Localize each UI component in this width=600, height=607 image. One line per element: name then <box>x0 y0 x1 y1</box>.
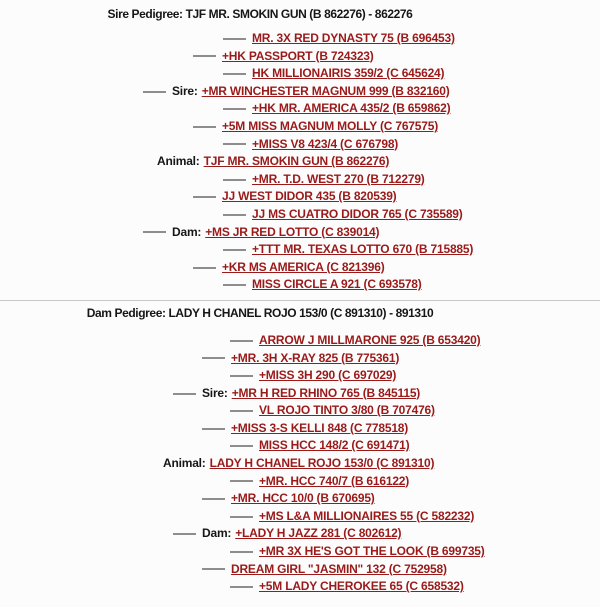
tree-connector-line <box>223 284 246 286</box>
tree-connector-line <box>230 516 253 518</box>
pedigree-link[interactable]: JJ WEST DIDOR 435 (B 820539) <box>222 189 397 204</box>
pedigree-link[interactable]: +MISS V8 423/4 (C 676798) <box>252 136 399 151</box>
pedigree-link[interactable]: +MR. HCC 10/0 (B 670695) <box>231 491 375 506</box>
pedigree-row <box>0 402 520 420</box>
tree-connector-line <box>193 55 216 57</box>
pedigree-link[interactable]: MISS CIRCLE A 921 (C 693578) <box>252 277 422 292</box>
pedigree-row <box>0 83 520 101</box>
pedigree-row <box>0 350 520 368</box>
tree-connector-line <box>230 375 253 377</box>
pedigree-row <box>0 473 520 491</box>
pedigree-link[interactable]: VL ROJO TINTO 3/80 (B 707476) <box>259 403 435 418</box>
pedigree-tree <box>0 30 520 294</box>
pedigree-row <box>0 420 520 438</box>
tree-connector-line <box>223 179 246 181</box>
pedigree-link[interactable]: +5M LADY CHEROKEE 65 (C 658532) <box>259 579 464 594</box>
pedigree-row <box>0 490 520 508</box>
tree-connector-line <box>230 445 253 447</box>
pedigree-row <box>0 100 520 118</box>
tree-connector-line <box>202 428 225 430</box>
tree-connector-line <box>230 551 253 553</box>
sire-pedigree-section <box>0 0 520 294</box>
pedigree-link[interactable]: +HK PASSPORT (B 724323) <box>222 48 374 63</box>
pedigree-link[interactable]: +MS L&A MILLIONAIRES 55 (C 582232) <box>259 508 475 523</box>
pedigree-link[interactable]: MISS HCC 148/2 (C 691471) <box>259 438 410 453</box>
pedigree-link[interactable]: +MISS 3-S KELLI 848 (C 778518) <box>231 420 409 435</box>
pedigree-row <box>0 206 520 224</box>
pedigree-row <box>0 48 520 66</box>
tree-connector-line <box>202 357 225 359</box>
tree-connector-line <box>143 231 166 233</box>
pedigree-link[interactable]: ARROW J MILLMARONE 925 (B 653420) <box>259 332 481 347</box>
generation-label: Dam: <box>202 526 232 541</box>
pedigree-row <box>0 276 520 294</box>
pedigree-link[interactable]: +KR MS AMERICA (C 821396) <box>222 259 385 274</box>
tree-connector-line <box>230 410 253 412</box>
section-title: Dam Pedigree: LADY H CHANEL ROJO 153/0 (C 891310) - 891310 <box>86 305 434 320</box>
pedigree-link[interactable]: +MR. T.D. WEST 270 (B 712279) <box>252 171 425 186</box>
pedigree-link[interactable]: +5M MISS MAGNUM MOLLY (C 767575) <box>222 118 438 133</box>
pedigree-tree <box>0 332 520 596</box>
pedigree-row <box>0 385 520 403</box>
tree-connector-line <box>230 586 253 588</box>
tree-connector-line <box>193 267 216 269</box>
tree-connector-line <box>193 196 216 198</box>
tree-connector-line <box>202 568 225 570</box>
tree-connector-line <box>223 214 246 216</box>
pedigree-link[interactable]: +HK MR. AMERICA 435/2 (B 659862) <box>252 101 451 116</box>
pedigree-link[interactable]: +MS JR RED LOTTO (C 839014) <box>205 224 380 239</box>
tree-connector-line <box>143 91 166 93</box>
pedigree-link[interactable]: +MR. 3H X-RAY 825 (B 775361) <box>231 350 400 365</box>
pedigree-link[interactable]: DREAM GIRL "JASMIN" 132 (C 752958) <box>231 561 447 576</box>
tree-connector-line <box>223 108 246 110</box>
generation-label: Dam: <box>172 224 202 239</box>
pedigree-row <box>0 136 520 154</box>
generation-label: Sire: <box>172 83 198 98</box>
pedigree-row <box>0 259 520 277</box>
pedigree-link[interactable]: +MR 3X HE'S GOT THE LOOK (B 699735) <box>259 544 485 559</box>
pedigree-row <box>0 241 520 259</box>
pedigree-link[interactable]: +MR H RED RHINO 765 (B 845115) <box>231 385 421 400</box>
pedigree-row <box>0 65 520 83</box>
generation-label: Animal: <box>157 154 200 169</box>
pedigree-row <box>0 543 520 561</box>
pedigree-link[interactable]: HK MILLIONAIRIS 359/2 (C 645624) <box>252 66 445 81</box>
pedigree-row <box>0 332 520 350</box>
tree-connector-line <box>202 498 225 500</box>
pedigree-row <box>0 578 520 596</box>
generation-label: Animal: <box>163 456 206 471</box>
pedigree-row <box>0 188 520 206</box>
pedigree-link[interactable]: TJF MR. SMOKIN GUN (B 862276) <box>203 154 390 169</box>
pedigree-link[interactable]: +MISS 3H 290 (C 697029) <box>259 368 397 383</box>
tree-connector-line <box>230 340 253 342</box>
tree-connector-line <box>223 73 246 75</box>
dam-pedigree-section <box>0 301 520 596</box>
section-title: Sire Pedigree: TJF MR. SMOKIN GUN (B 862276) - 862276 <box>107 7 413 21</box>
tree-connector-line <box>223 38 246 40</box>
pedigree-row <box>0 508 520 526</box>
pedigree-row <box>0 171 520 189</box>
pedigree-row <box>0 224 520 242</box>
pedigree-row <box>0 561 520 579</box>
pedigree-link[interactable]: JJ MS CUATRO DIDOR 765 (C 735589) <box>252 206 463 221</box>
tree-connector-line <box>193 126 216 128</box>
pedigree-link[interactable]: +MR. HCC 740/7 (B 616122) <box>259 473 410 488</box>
tree-connector-line <box>223 249 246 251</box>
pedigree-row-animal <box>0 153 520 171</box>
tree-connector-line <box>223 143 246 145</box>
pedigree-row <box>0 437 520 455</box>
pedigree-link[interactable]: MR. 3X RED DYNASTY 75 (B 696453) <box>252 31 455 45</box>
pedigree-row <box>0 367 520 385</box>
pedigree-link[interactable]: +TTT MR. TEXAS LOTTO 670 (B 715885) <box>252 242 474 257</box>
pedigree-link[interactable]: +MR WINCHESTER MAGNUM 999 (B 832160) <box>201 83 450 98</box>
pedigree-row <box>0 525 520 543</box>
pedigree-link[interactable]: +LADY H JAZZ 281 (C 802612) <box>235 526 402 541</box>
generation-label: Sire: <box>202 385 228 400</box>
pedigree-row <box>0 118 520 136</box>
pedigree-row <box>0 30 520 48</box>
tree-connector-line <box>230 480 253 482</box>
pedigree-row-animal <box>0 455 520 473</box>
pedigree-link[interactable]: LADY H CHANEL ROJO 153/0 (C 891310) <box>209 456 435 471</box>
tree-connector-line <box>173 533 196 535</box>
tree-connector-line <box>173 393 196 395</box>
